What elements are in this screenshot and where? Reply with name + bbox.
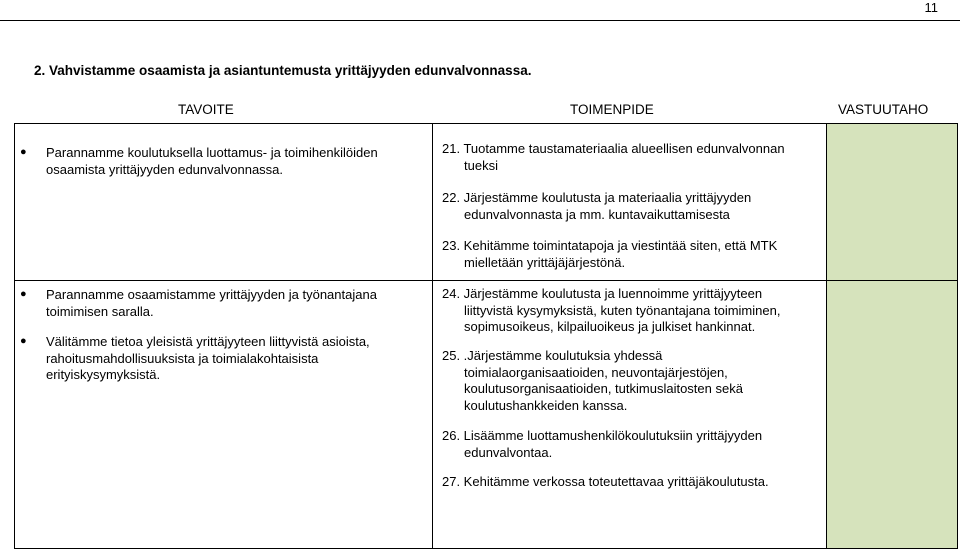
- table-divider-1: [432, 123, 433, 549]
- action-line: koulutusorganisaatioiden, tutkimuslaitosten sekä: [464, 381, 743, 396]
- table-left-border: [14, 123, 15, 549]
- action-line: sopimusoikeus, kilpailuoikeus ja julkiset hankinnat.: [464, 319, 756, 334]
- action-line: 21. Tuotamme taustamateriaalia alueellisen edunvalvonnan: [442, 141, 785, 156]
- responsible-cell-1: [827, 124, 957, 280]
- goal-bullet: ●: [20, 288, 27, 300]
- page-number: 11: [924, 0, 938, 15]
- table-row-divider: [14, 280, 958, 281]
- action-line: 26. Lisäämme luottamushenkilökoulutuksiin yrittäjyyden: [442, 428, 763, 443]
- action-item: [442, 238, 822, 271]
- goal-line: erityiskysymyksistä.: [46, 367, 161, 382]
- goal-item: [46, 334, 421, 384]
- goal-line: osaamista yrittäjyyden edunvalvonnassa.: [46, 161, 284, 177]
- table-top-border: [14, 123, 958, 124]
- action-line: 27. Kehitämme verkossa toteutettavaa yrittäjäkoulutusta.: [442, 474, 769, 489]
- goal-line: Välitämme tietoa yleisistä yrittäjyyteen liittyvistä asioista,: [46, 334, 370, 349]
- goal-line: Parannamme koulutuksella luottamus- ja toimihenkilöiden: [46, 145, 378, 160]
- goal-item: [46, 287, 421, 320]
- column-header-action: TOIMENPIDE: [570, 102, 654, 117]
- action-line: tueksi: [464, 157, 498, 173]
- action-line: 24. Järjestämme koulutusta ja luennoimme yrittäjyyteen: [442, 286, 763, 301]
- action-item: [442, 474, 822, 491]
- column-header-responsible: VASTUUTAHO: [838, 102, 929, 117]
- action-line: 22. Järjestämme koulutusta ja materiaalia yrittäjyyden: [442, 190, 752, 205]
- table-bottom-border: [14, 548, 958, 549]
- action-item: [442, 190, 822, 223]
- section-heading: 2. Vahvistamme osaamista ja asiantuntemusta yrittäjyyden edunvalvonnassa.: [34, 63, 532, 78]
- goal-line: toimimisen saralla.: [46, 303, 154, 319]
- action-line: 23. Kehitämme toimintatapoja ja viestintää siten, että MTK: [442, 238, 778, 253]
- action-line: edunvalvonnasta ja mm. kuntavaikuttamisesta: [464, 206, 730, 222]
- goal-bullet: ●: [20, 335, 27, 347]
- goal-item: [46, 145, 421, 178]
- action-line: koulutushankkeiden kanssa.: [464, 397, 628, 413]
- action-line: mielletään yrittäjäjärjestönä.: [464, 254, 626, 270]
- action-line: liittyvistä kysymyksistä, kuten työnantajana toimiminen,: [464, 302, 781, 318]
- action-item: [442, 428, 822, 461]
- goal-line: Parannamme osaamistamme yrittäjyyden ja työnantajana: [46, 287, 377, 302]
- action-line: toimialaorganisaatioiden, neuvontajärjestöjen,: [464, 364, 728, 380]
- table-right-border: [957, 123, 958, 549]
- goal-bullet: ●: [20, 146, 27, 158]
- action-line: 25. .Järjestämme koulutuksia yhdessä: [442, 348, 663, 363]
- column-header-goal: TAVOITE: [178, 102, 234, 117]
- responsible-cell-2: [827, 281, 957, 548]
- action-line: edunvalvontaa.: [464, 444, 553, 460]
- top-rule: [0, 20, 960, 21]
- action-item: [442, 141, 822, 174]
- action-item: [442, 286, 822, 336]
- action-item: [442, 348, 822, 414]
- goal-line: rahoitusmahdollisuuksista ja toimialakohtaisista: [46, 350, 319, 366]
